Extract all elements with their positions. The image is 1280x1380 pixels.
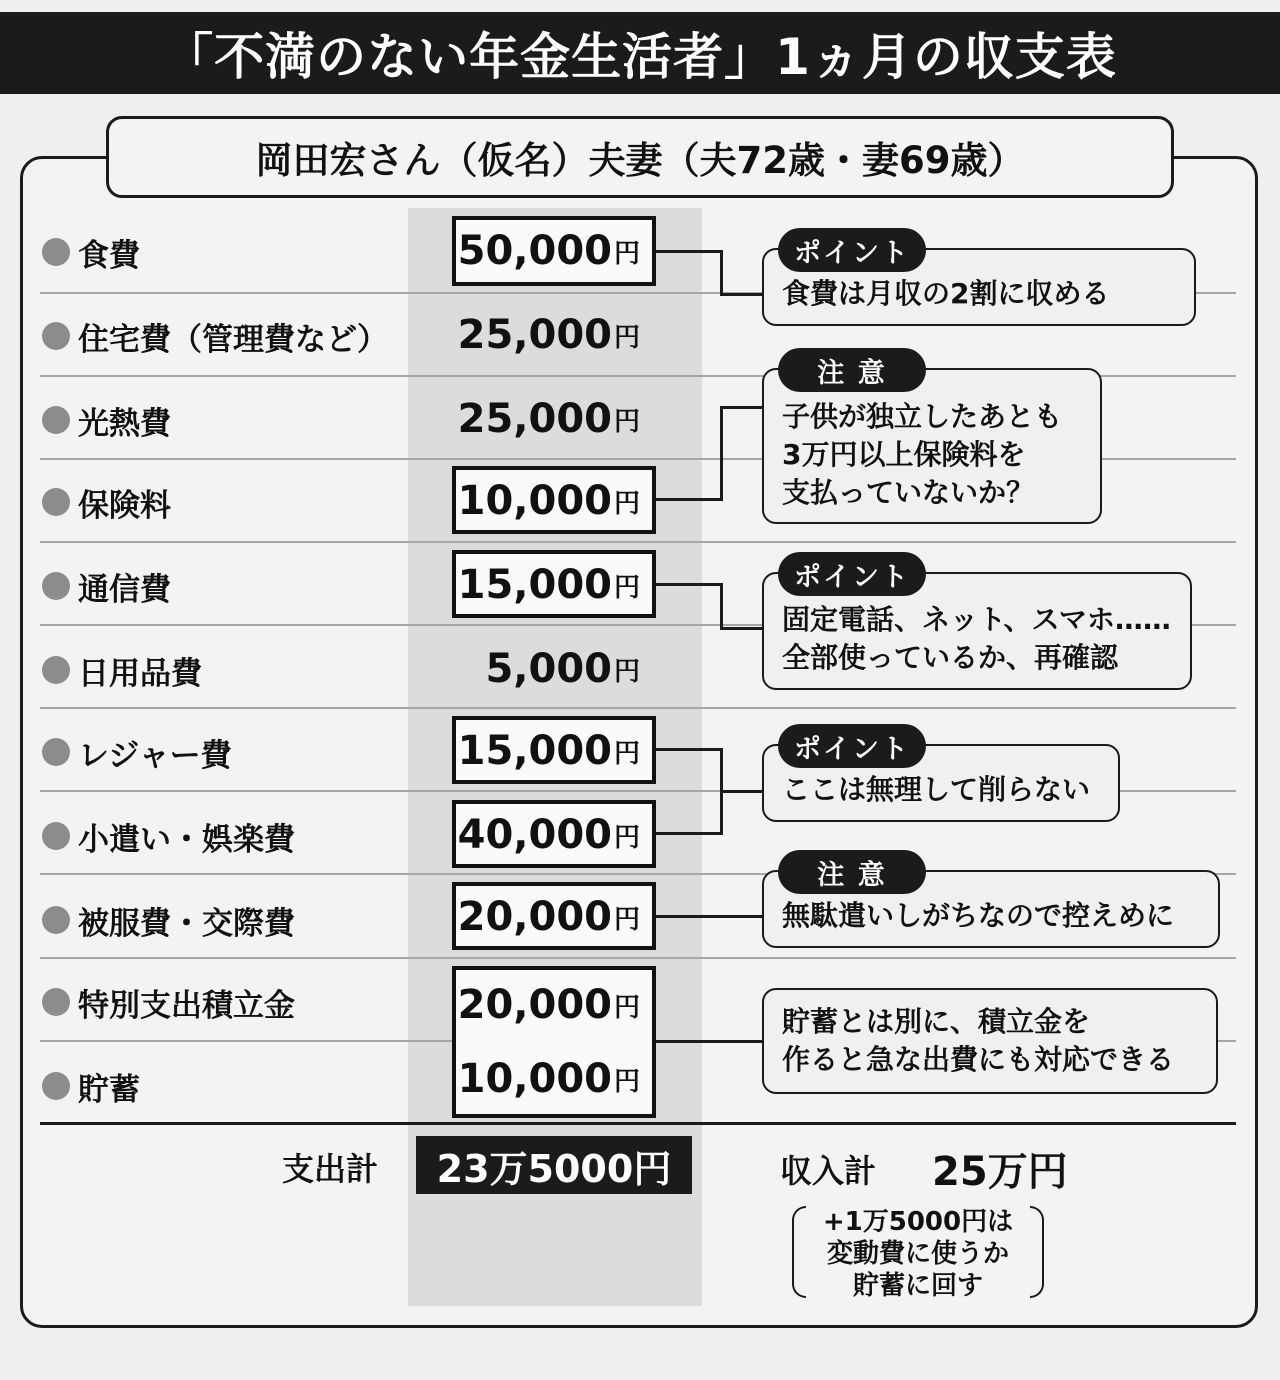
point-tag: ポイント: [778, 552, 926, 596]
point-tag: ポイント: [778, 228, 926, 272]
connector-line: [720, 406, 764, 409]
list-item: 保険料: [42, 482, 171, 522]
amount-value: 25,000 円: [457, 312, 640, 358]
list-item: 通信費: [42, 566, 171, 606]
connector-line: [720, 406, 723, 501]
amount-value: 20,000 円: [457, 894, 640, 940]
note-callout: ここは無理して削らない: [762, 744, 1120, 822]
list-item: 特別支出積立金: [42, 982, 295, 1022]
note-callout: 食費は月収の2割に収める: [762, 248, 1196, 326]
list-item: 光熱費: [42, 400, 171, 440]
note-callout: 固定電話、ネット、スマホ…… 全部使っているか、再確認: [762, 572, 1192, 690]
bullet-icon: [42, 238, 70, 266]
paren-left-icon: [792, 1206, 806, 1298]
connector-line: [656, 498, 722, 501]
amount-value: 25,000 円: [457, 396, 640, 442]
note-callout: 子供が独立したあとも 3万円以上保険料を 支払っていないか？: [762, 368, 1102, 524]
page-title: 「不満のない年金生活者」1ヵ月の収支表: [0, 12, 1280, 94]
point-tag: ポイント: [778, 724, 926, 768]
amount-value: 40,000 円: [457, 812, 640, 858]
bullet-icon: [42, 656, 70, 684]
caution-tag: 注 意: [778, 850, 926, 894]
connector-line: [656, 832, 722, 835]
amount-value: 20,000 円: [457, 982, 640, 1028]
list-item: 小遣い・娯楽費: [42, 816, 295, 856]
income-note: +1万5000円は 変動費に使うか 貯蓄に回す: [792, 1206, 1044, 1302]
list-item: 貯蓄: [42, 1066, 140, 1106]
list-item: レジャー費: [42, 732, 232, 772]
amount-value: 15,000 円: [457, 562, 640, 608]
bullet-icon: [42, 738, 70, 766]
bullet-icon: [42, 406, 70, 434]
amount-value: 5,000 円: [485, 646, 640, 692]
expense-total-label: 支出計: [282, 1150, 379, 1188]
connector-line: [720, 790, 764, 793]
paren-right-icon: [1030, 1206, 1044, 1298]
bullet-icon: [42, 488, 70, 516]
connector-line: [720, 583, 723, 629]
note-callout: 無駄遣いしがちなので控えめに: [762, 870, 1220, 948]
total-divider: [40, 1122, 1236, 1125]
caution-tag: 注 意: [778, 348, 926, 392]
bullet-icon: [42, 572, 70, 600]
amount-value: 50,000 円: [457, 228, 640, 274]
connector-line: [656, 1040, 764, 1043]
row-divider: [40, 541, 1236, 543]
connector-line: [720, 627, 764, 630]
bullet-icon: [42, 988, 70, 1016]
note-callout: 貯蓄とは別に、積立金を 作ると急な出費にも対応できる: [762, 988, 1218, 1094]
subtitle-banner: 岡田宏さん（仮名）夫妻（夫72歳・妻69歳）: [106, 116, 1174, 198]
bullet-icon: [42, 322, 70, 350]
connector-line: [656, 748, 722, 751]
expense-total-value: 23万5000円: [416, 1136, 692, 1194]
income-total-value: 25万円: [932, 1149, 1068, 1195]
amount-value: 15,000 円: [457, 728, 640, 774]
list-item: 被服費・交際費: [42, 900, 295, 940]
amount-value: 10,000 円: [457, 1056, 640, 1102]
connector-line: [720, 250, 723, 295]
connector-line: [656, 915, 764, 918]
amount-value: 10,000 円: [457, 478, 640, 524]
connector-line: [656, 250, 722, 253]
connector-line: [720, 293, 764, 296]
list-item: 住宅費（管理費など）: [42, 316, 388, 356]
connector-line: [656, 583, 722, 586]
list-item: 食費: [42, 232, 140, 272]
list-item: 日用品費: [42, 650, 202, 690]
income-total-label: 収入計: [780, 1152, 877, 1190]
bullet-icon: [42, 906, 70, 934]
row-divider: [40, 707, 1236, 709]
bullet-icon: [42, 822, 70, 850]
row-divider: [40, 957, 1236, 959]
bullet-icon: [42, 1072, 70, 1100]
